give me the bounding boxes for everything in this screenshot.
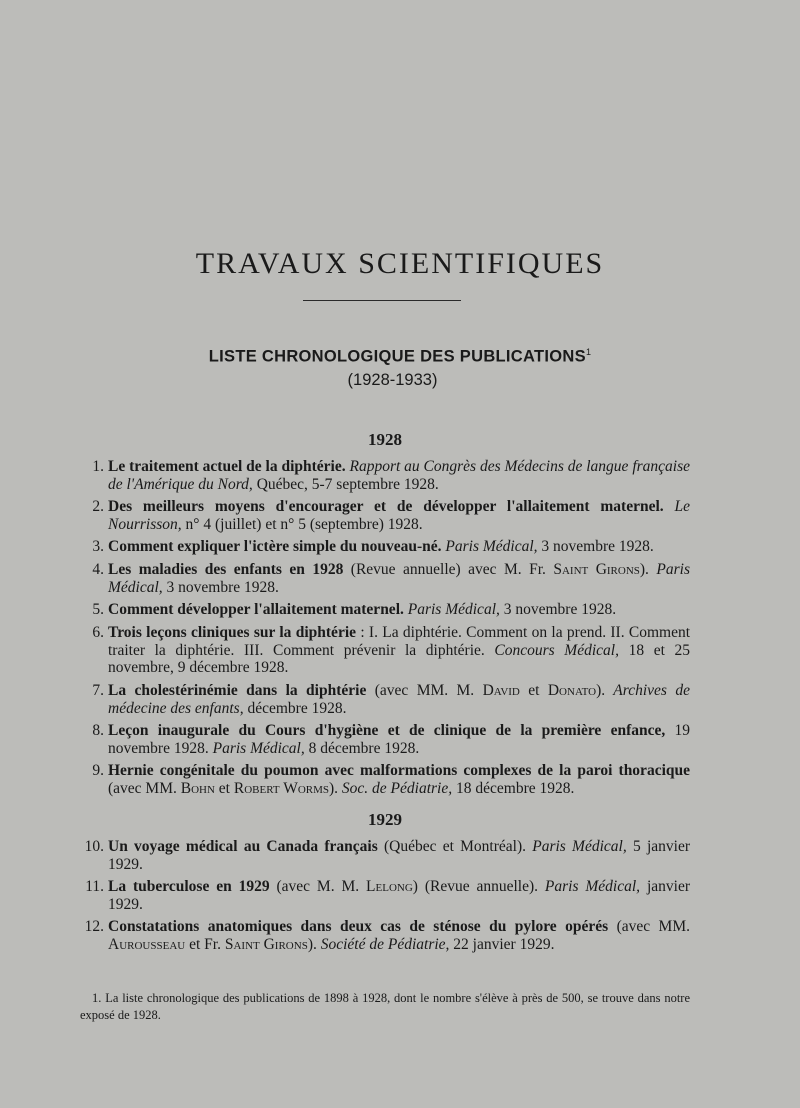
entry-title: Leçon inaugurale du Cours d'hygiène et de clinique de la première enfance,	[108, 722, 666, 739]
entry-number: 4.	[92, 561, 104, 578]
year-heading-1929: 1929	[368, 810, 402, 829]
entry-details: 8 décembre 1928.	[304, 739, 420, 757]
footnote: 1. La liste chronologique des publications de 1898 à 1928, dont le nombre s'élève à près de 500, se trouve dans notre exposé de 1928.	[80, 991, 690, 1022]
author-name: Robert Worms	[233, 779, 329, 797]
entry-details: 18 et 25 novembre, 9 décembre 1928.	[108, 641, 690, 676]
publication-entry	[80, 878, 690, 913]
entry-source: Paris Médical,	[441, 538, 538, 555]
entry-details: (Revue annuelle) avec M. Fr.	[343, 561, 554, 578]
section-heading-text: LISTE CHRONOLOGIQUE DES PUBLICATIONS	[208, 347, 586, 366]
entry-details: 22 janvier 1929.	[449, 935, 555, 953]
entry-details: ).	[307, 935, 317, 953]
entry-title: Comment expliquer l'ictère simple du nouveau-né.	[108, 538, 442, 555]
entry-details: et Fr.	[185, 935, 225, 953]
entry-source: Rapport au Congrès des Médecins de langue française de l'Amérique du Nord,	[108, 458, 690, 493]
publication-entry	[80, 458, 690, 493]
publication-entry	[80, 682, 690, 717]
entry-source: Paris Médical,	[538, 878, 641, 895]
entry-details: ).	[639, 561, 649, 578]
author-name: Bohn	[180, 779, 215, 797]
publication-entry	[80, 601, 690, 619]
entry-number: 8.	[92, 722, 104, 739]
entry-details: : I. La diphtérie. Comment on la prend. II. Comment traiter la diphtérie. III. Comment prévenir la diphtérie.	[108, 624, 691, 659]
entry-title: La cholestérinémie dans la diphtérie	[108, 682, 367, 699]
entry-title: Comment développer l'allaitement maternel.	[108, 601, 404, 618]
entry-details: 3 novembre 1928.	[162, 578, 279, 596]
entry-source: Archives de médecine des enfants,	[108, 682, 690, 717]
entry-details: (avec MM.	[108, 779, 181, 797]
entry-details: 18 décembre 1928.	[452, 779, 575, 797]
footnote-marker: 1	[585, 347, 592, 357]
entry-number: 5.	[92, 601, 104, 618]
entry-details: 3 novembre 1928.	[537, 538, 654, 555]
entry-number: 7.	[92, 682, 104, 699]
entry-number: 9.	[92, 762, 104, 779]
entry-source: Paris Médical,	[108, 561, 690, 596]
entry-details: 19 novembre 1928.	[108, 722, 690, 757]
author-name: Saint Girons	[224, 935, 308, 953]
entry-number: 6.	[92, 624, 104, 641]
page-title: TRAVAUX SCIENTIFIQUES	[195, 247, 605, 280]
entry-number: 3.	[92, 538, 104, 555]
entry-source: Paris Médical,	[525, 838, 627, 855]
entry-details: (avec MM. M.	[366, 682, 483, 699]
publication-entry	[80, 838, 690, 873]
publication-entry	[80, 561, 690, 596]
entry-details: n° 4 (juillet) et n° 5 (septembre) 1928.	[181, 515, 423, 533]
publication-entry	[80, 498, 690, 533]
entry-details: (avec MM.	[608, 918, 690, 935]
entry-source: Soc. de Pédiatrie,	[338, 779, 453, 797]
entry-details: Québec, 5-7 septembre 1928.	[252, 475, 439, 493]
entry-source: Paris Médical,	[403, 601, 500, 618]
entry-details: 5 janvier 1929.	[108, 838, 690, 873]
entry-title: Constatations anatomiques dans deux cas de sténose du pylore opérés	[108, 918, 609, 935]
entry-details: 3 novembre 1928.	[499, 601, 617, 618]
entry-source: Société de Pédiatrie,	[316, 935, 450, 953]
entry-title: Des meilleurs moyens d'encourager et de développer l'allaitement maternel.	[108, 498, 664, 515]
author-name: Aurousseau	[108, 935, 186, 953]
publication-entry	[80, 762, 690, 797]
author-name: Donato	[547, 682, 597, 699]
entry-details: et	[214, 779, 234, 797]
entry-title: Un voyage médical au Canada français	[108, 838, 378, 855]
entry-details: (avec M. M.	[269, 878, 367, 895]
section-heading	[0, 347, 800, 367]
title-divider	[303, 300, 461, 301]
date-range: (1928-1933)	[347, 371, 438, 389]
publication-entry	[80, 722, 690, 757]
entry-number: 1.	[92, 458, 104, 475]
author-name: David	[482, 682, 520, 699]
entry-details: ) (Revue annuelle).	[412, 878, 539, 895]
entry-details: (Québec et Montréal).	[377, 838, 526, 855]
entry-number: 2.	[92, 498, 104, 515]
year-heading-1928: 1928	[368, 430, 402, 449]
publication-entry	[80, 624, 690, 677]
entry-number: 11.	[85, 878, 104, 895]
entry-number: 12.	[84, 918, 104, 935]
entry-source: Le Nourrisson,	[108, 498, 690, 533]
entry-title: Le traitement actuel de la diphtérie.	[108, 458, 346, 475]
entry-details: ).	[596, 682, 606, 699]
entry-details: décembre 1928.	[243, 699, 347, 717]
entry-source: Paris Médical,	[208, 739, 305, 757]
entry-title: Les maladies des enfants en 1928	[108, 561, 344, 578]
author-name: Saint Girons	[553, 561, 640, 578]
entry-details: et	[519, 682, 548, 699]
entry-title: La tuberculose en 1929	[108, 878, 270, 895]
entry-title: Hernie congénitale du poumon avec malformations complexes de la paroi thoracique	[108, 762, 690, 779]
entry-details: janvier 1929.	[108, 878, 690, 913]
entry-details: ).	[329, 779, 339, 797]
author-name: Lelong	[366, 878, 413, 895]
publication-entry	[80, 538, 690, 556]
entry-source: Concours Médical,	[484, 641, 619, 659]
entry-title: Trois leçons cliniques sur la diphtérie	[108, 624, 357, 641]
publication-entry	[80, 918, 690, 953]
entry-number: 10.	[84, 838, 104, 855]
